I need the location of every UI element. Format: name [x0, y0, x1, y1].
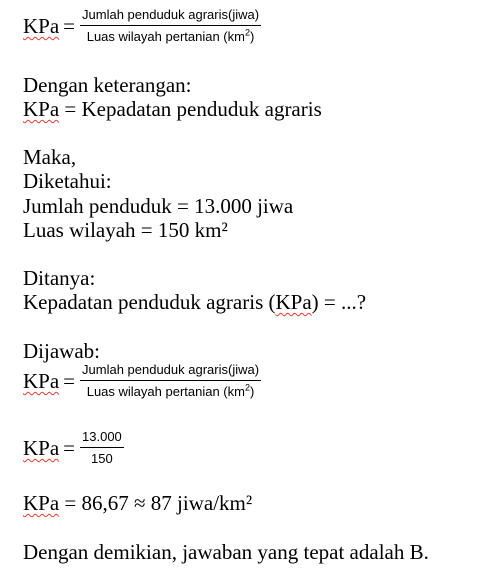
ditanya-prefix: Kepadatan penduduk agraris ( [23, 290, 276, 314]
ditanya-question [23, 290, 366, 314]
result-value: = 86,67 ≈ 87 jiwa/km² [59, 491, 253, 515]
dijawab-step2 [23, 429, 124, 467]
equals-sign: = [63, 14, 76, 38]
formula-lhs: KPa [23, 14, 60, 38]
maka-line: Maka, [23, 145, 77, 169]
formula-definition [23, 7, 261, 45]
denominator-text: Luas wilayah pertanian (km [86, 384, 245, 399]
equals-sign: = [63, 436, 76, 460]
step1-denominator [85, 381, 257, 400]
fraction-denominator [85, 26, 257, 45]
dijawab-result [23, 491, 252, 515]
keterangan-term: KPa [23, 97, 60, 121]
diketahui-luas: Luas wilayah = 150 km² [23, 218, 228, 242]
diketahui-jumlah: Jumlah penduduk = 13.000 jiwa [23, 194, 294, 218]
step2-lhs: KPa [23, 436, 60, 460]
denominator-close: ) [249, 384, 255, 399]
denominator-exponent: 2 [244, 27, 250, 38]
equals-sign: = [63, 369, 76, 393]
fraction-numerator: Jumlah penduduk agraris(jiwa) [82, 7, 260, 22]
step1-lhs: KPa [23, 369, 60, 393]
dijawab-heading: Dijawab: [23, 339, 100, 363]
result-term: KPa [23, 491, 60, 515]
step1-numerator: Jumlah penduduk agraris(jiwa) [82, 362, 260, 377]
ditanya-suffix: ) = ...? [311, 290, 367, 314]
step2-numerator: 13.000 [82, 429, 122, 444]
formula-fraction [80, 7, 261, 45]
ditanya-heading: Ditanya: [23, 266, 96, 290]
keterangan-heading: Dengan keterangan: [23, 73, 192, 97]
ditanya-term: KPa [275, 290, 312, 314]
step1-fraction [80, 362, 261, 400]
keterangan-definition [23, 97, 322, 121]
conclusion-line: Dengan demikian, jawaban yang tepat adalah B. [23, 540, 429, 564]
denominator-exponent: 2 [244, 382, 250, 393]
step2-denominator: 150 [91, 451, 113, 466]
denominator-text: Luas wilayah pertanian (km [86, 29, 245, 44]
denominator-close: ) [249, 29, 255, 44]
keterangan-definition-text: = Kepadatan penduduk agraris [59, 97, 322, 121]
step2-fraction [80, 429, 124, 467]
dijawab-step1 [23, 362, 261, 400]
diketahui-heading: Diketahui: [23, 169, 112, 193]
